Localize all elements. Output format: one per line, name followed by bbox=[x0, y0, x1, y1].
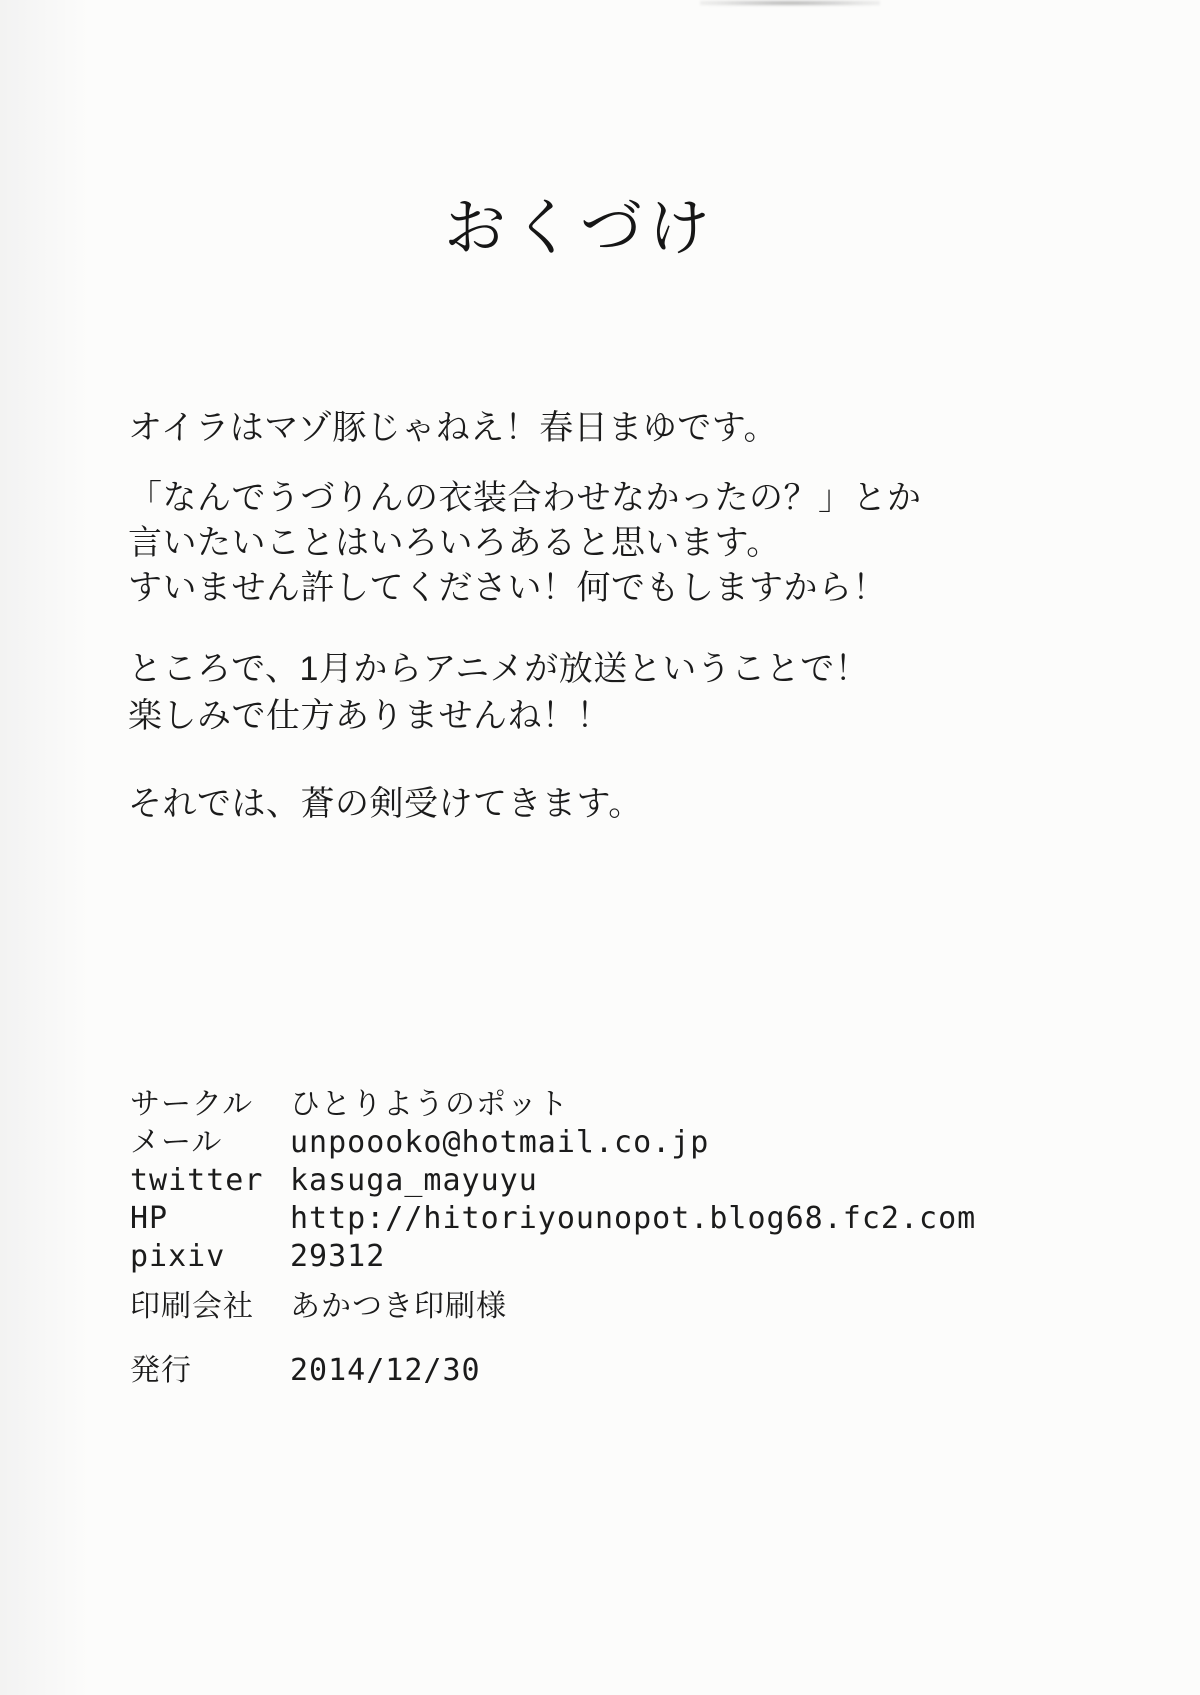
colophon-label: 印刷会社 bbox=[130, 1289, 254, 1324]
afterword-paragraph-4 bbox=[128, 782, 643, 827]
colophon-row-mail bbox=[130, 1124, 976, 1162]
colophon-row-circle bbox=[130, 1086, 976, 1124]
colophon-row-twitter bbox=[130, 1162, 976, 1200]
colophon-label: メール bbox=[130, 1125, 223, 1160]
colophon-row-issue-date bbox=[130, 1352, 481, 1390]
colophon-label: HP bbox=[130, 1201, 169, 1236]
text-line: オイラはマゾ豚じゃねえ！春日まゆです。 bbox=[128, 409, 779, 447]
colophon-issue-block bbox=[130, 1352, 481, 1390]
colophon-label: pixiv bbox=[130, 1239, 226, 1274]
text-line: ところで、1月からアニメが放送ということで！ bbox=[128, 650, 870, 688]
colophon-label: 発行 bbox=[130, 1353, 192, 1388]
afterword-paragraph-3 bbox=[128, 646, 869, 740]
text-line: すいません許してください！何でもしますから！ bbox=[128, 569, 887, 607]
colophon-row-pixiv bbox=[130, 1238, 976, 1276]
colophon-value: http://hitoriyounopot.blog68.fc2.com bbox=[290, 1201, 977, 1236]
afterword-paragraph-1 bbox=[128, 406, 778, 451]
colophon-printer-block bbox=[130, 1288, 507, 1326]
page-title: おくづけ bbox=[443, 195, 716, 263]
colophon-label: サークル bbox=[130, 1087, 254, 1122]
colophon-value: kasuga_mayuyu bbox=[290, 1163, 538, 1198]
text-line: それでは、蒼の剣受けてきます。 bbox=[128, 785, 643, 823]
text-line: 楽しみで仕方ありませんね！！ bbox=[128, 697, 611, 735]
colophon-row-printer bbox=[130, 1288, 507, 1326]
colophon-value: unpoooko@hotmail.co.jp bbox=[290, 1125, 710, 1160]
colophon-value: 2014/12/30 bbox=[290, 1353, 481, 1388]
colophon-value: ひとりようのポット bbox=[290, 1087, 569, 1122]
scan-smudge-artifact bbox=[700, 0, 880, 6]
text-line: 言いたいことはいろいろあると思います。 bbox=[128, 524, 781, 562]
colophon-label: twitter bbox=[130, 1163, 264, 1198]
colophon-value: 29312 bbox=[290, 1239, 386, 1274]
afterword-paragraph-2 bbox=[128, 476, 922, 611]
colophon-info-block bbox=[130, 1086, 976, 1276]
colophon-value: あかつき印刷様 bbox=[290, 1289, 507, 1324]
text-line: 「なんでうづりんの衣装合わせなかったの？」とか bbox=[128, 479, 922, 517]
colophon-row-hp bbox=[130, 1200, 976, 1238]
